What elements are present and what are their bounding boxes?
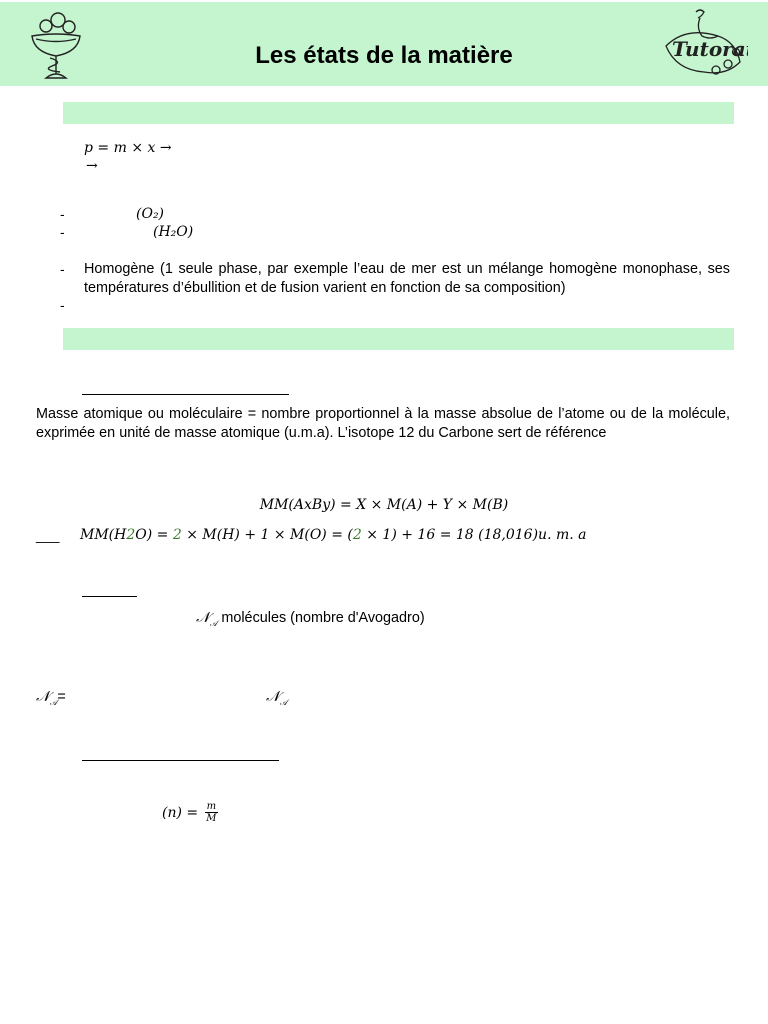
section-heading-band-1: [63, 102, 734, 124]
section-heading-band-2: [63, 328, 734, 350]
example-part: 2: [126, 527, 136, 543]
arrow-right-icon: →: [159, 140, 172, 156]
example-part: 2: [172, 527, 182, 543]
na-symbol: [266, 688, 287, 712]
avogadro-sub: 𝒜: [279, 697, 288, 707]
na-equals: [36, 688, 66, 712]
list-bullet: -: [60, 206, 65, 222]
avogadro-symbol: 𝒩: [36, 689, 50, 705]
peacock-icon: [656, 6, 748, 80]
arrow-right-icon: →: [86, 158, 98, 174]
avogadro-sub: 𝒜: [209, 618, 218, 628]
example-part: × M(H) + 1 × M(O) = (: [181, 527, 353, 543]
formula-mole: [162, 801, 218, 824]
avogadro-text: molécules (nombre d'Avogadro): [217, 610, 425, 626]
example-part: 2: [352, 527, 362, 543]
list-bullet: -: [60, 224, 65, 240]
formula-p-m-x: [84, 140, 172, 156]
list-bullet: -: [60, 261, 65, 277]
mole-left: (n) =: [162, 804, 203, 821]
example-part: × 1) + 16 = 18 (18,016)u. m. a: [361, 527, 587, 543]
mole-fraction: [205, 801, 218, 824]
item-homogene: Homogène (1 seule phase, par exemple l’eau de mer est un mélange homogène monophase, ses températures d’ébullition et de fusion varient en fonction de sa composition): [84, 261, 730, 296]
formula-example-h2o: [80, 527, 587, 543]
paragraph-masse-atomique: Masse atomique ou moléculaire = nombre proportionnel à la masse absolue de l’atome ou de la molécule, exprimée en unité de masse atomique (u.m.a). L’isotope 12 du Carbone sert de référence: [36, 406, 730, 441]
mole-numerator: m: [206, 801, 217, 812]
avogadro-line: [196, 609, 425, 633]
underline-blank: [82, 760, 279, 761]
mole-denominator: M: [206, 813, 217, 824]
svg-text:Tutorat: Tutorat: [672, 37, 748, 61]
item-h2o: (H₂O): [153, 224, 194, 240]
formula-general: MM(AxBy) = X × M(A) + Y × M(B): [259, 497, 509, 513]
underline-blank: [82, 596, 137, 597]
example-blank: ___: [36, 527, 60, 543]
avogadro-symbol: 𝒩: [196, 610, 210, 626]
list-bullet: -: [60, 297, 65, 313]
example-part: O) =: [135, 527, 173, 543]
formula-text: p = m × x: [84, 140, 156, 156]
page-title: Les états de la matière: [255, 42, 513, 69]
avogadro-symbol: 𝒩: [266, 689, 280, 705]
avogadro-sub: 𝒜: [49, 697, 58, 707]
item-o2: (O₂): [136, 206, 165, 222]
example-part: MM(H: [80, 527, 127, 543]
equals-sign: =: [57, 689, 66, 705]
underline-blank: [82, 394, 289, 395]
